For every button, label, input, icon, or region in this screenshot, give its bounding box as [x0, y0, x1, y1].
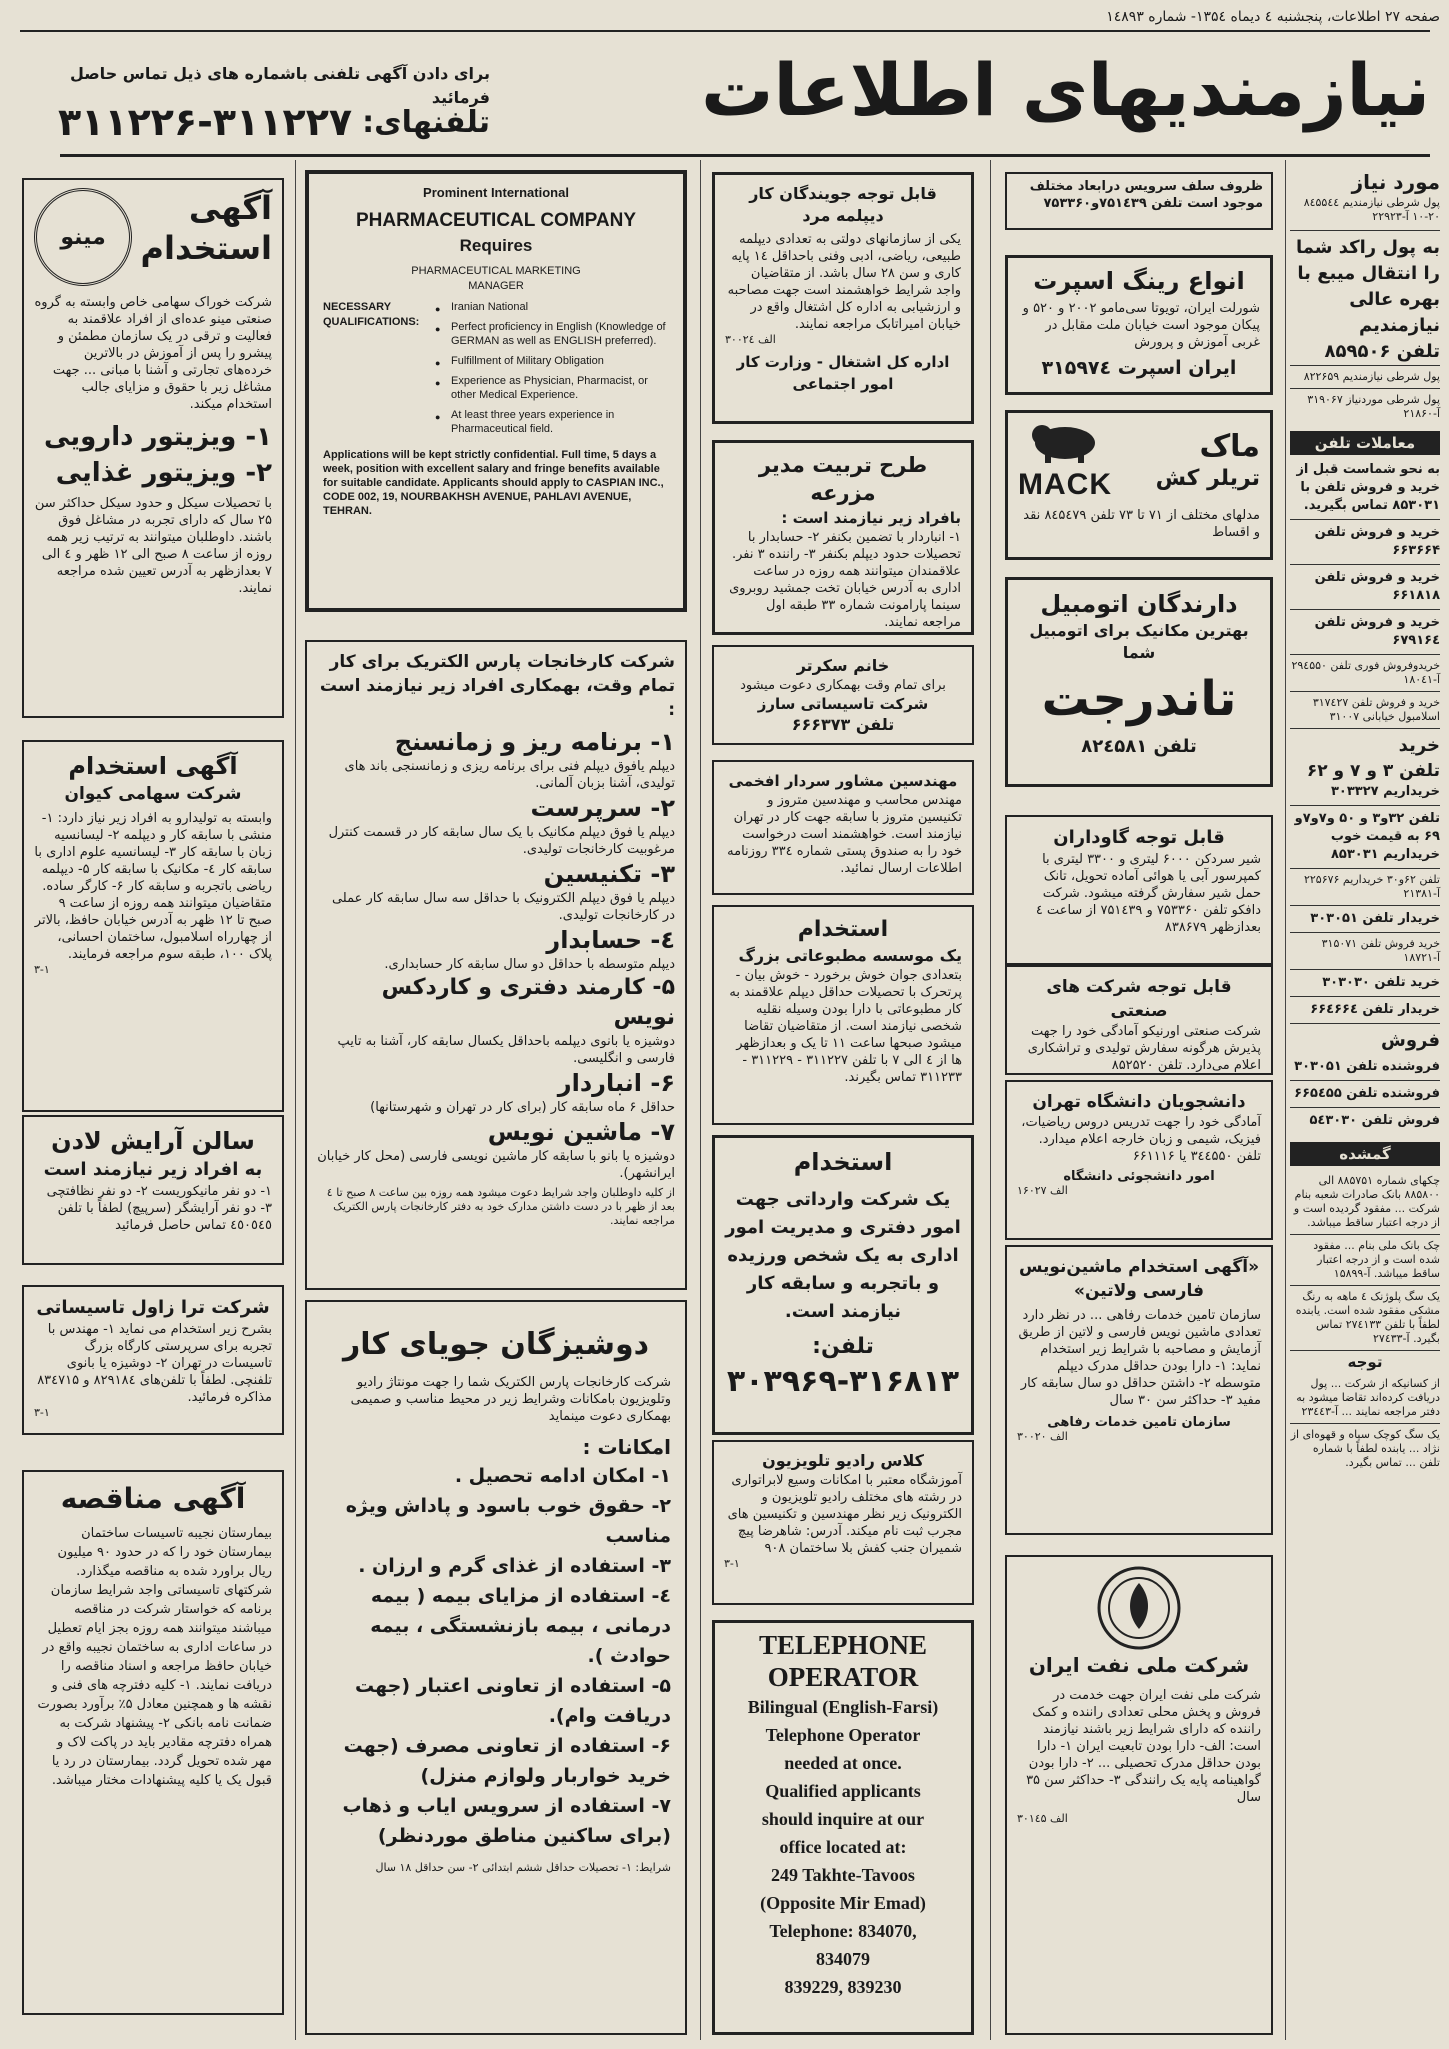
classified-ad: خرید تلفن ۳۰۳۰۳۰ [1290, 970, 1440, 997]
ad-line: (Opposite Mir Emad) [760, 1893, 926, 1913]
ad-company: Prominent International [423, 185, 569, 200]
ad-line: 834079 [816, 1949, 870, 1969]
classified-ad: فروشنده تلفن ۳۰۳۰۵۱ [1290, 1054, 1440, 1081]
ad-telephone-operator [712, 1620, 974, 2035]
ad-text: ظروف سلف سرویس درابعاد مختلف موجود است تلفن ۷۵۱٤۳۹و۷۵۳۳۶۰ [1029, 179, 1263, 211]
classified-ad: تلفن ۶۲و۳۰ خریداریم ۲۲۵۶۷۶ آ-۲۱۳۸۱ [1290, 869, 1440, 906]
phones-number: ۳۱۱۲۲۶-۳۱۱۲۲۷ [57, 100, 353, 144]
ad-title: OPERATOR [767, 1662, 919, 1692]
classified-ad: خریدار تلفن ۶۶٤۶۶٤ [1290, 997, 1440, 1024]
job-title: ۵- کارمند دفتری و کاردکس نویس [381, 975, 675, 1030]
ad-body: شورلت ایران، تویوتا سی‌مامو ۲۰۰۲ و ۵۲۰ و پیکان موجود است خیابان ملت مقابل در غربی آموزش و پرورش [1022, 301, 1260, 350]
ad-body: وابسته به تولیدارو به افراد زیر نیاز دارد: ۱- منشی با سابقه کار و دیپلمه ۲- لیسانسیه زبان با سابقه کار ۳- لیسانسیه علوم اداری با سابقه کار ٤- مکانیک با سابقه کار ۵- دیپلمه ریاضی باتجربه و سابقه کار ۶- کارگر ساده. متقاضیان میتوانند همه روزه از ساعت ۹ صبح تا ۱۲ ظهر به آدرس خیابان حافظ، بالاتر از چهارراه اسلامبول، ساختمان احسانی، پلاک ۱۰۰، طبقه سوم مراجعه فرمایند. [34, 811, 272, 962]
classified-ad: چکهای شماره ۸۸۵۷۵۱ الی ۸۸۵۸۰۰ بانک صادرات شعبه بنام شرکت ... مفقود گردیده است و از درجه اعتبار ساقط میباشد. [1290, 1174, 1440, 1235]
classified-ad: خرید فروش تلفن ۳۱۵۰۷۱ آ-۱۸۷۲۱ [1290, 933, 1440, 970]
classified-ad: پول شرطی موردنیاز ۳۱۹۰۶۷ آ-۲۱۸۶۰ [1290, 388, 1440, 425]
ad-body: آموزشگاه معتبر با امکانات وسیع لابراتواری در رشته های مختلف رادیو تلویزیون و الکترونیک زیر نظر مهندسین و تکنیسین های مجرب ثبت نام میکند. آدرس: شاهرضا پیچ شمیران جنب کفش بلا ساختمان ۹۰۸ [727, 1473, 962, 1556]
ad-body: مهندس محاسب و مهندسین متروز و تکنیسین متروز با سابقه جهت کار در تهران نیازمند است. خواهشمند است درخواست خود را به صندوق پستی شماره ۳۳٤ روزنامه اطلاعات ارسال نمائید. [727, 793, 962, 876]
ad-title: دارندگان اتومبیل [1040, 590, 1238, 618]
classified-ad: یک سگ کوچک سیاه و قهوه‌ای از نژاد ... یابنده لطفاً با شماره تلفن ... تماس بگیرد. [1290, 1428, 1440, 1469]
ad-subtitle: شرکت سهامی کیوان [64, 784, 242, 804]
ad-pars-electric [305, 640, 687, 1290]
ad-footer: شرایط: ۱- تحصیلات حداقل ششم ابتدائی ۲- سن حداقل ۱۸ سال [375, 1861, 671, 1874]
job-desc: دیپلم متوسطه با حداقل دو سال سابقه کار حسابداری. [384, 957, 675, 972]
benefit-item: ۳- استفاده از غذای گرم و ارزان . [358, 1555, 671, 1577]
ad-tv-class [712, 1440, 974, 1605]
ad-line: Telephone: 834070, [769, 1921, 917, 1941]
ad-line: Bilingual (English-Farsi) [747, 1697, 939, 1717]
classified-ad: تلفن ۳ و ۷ و ۶۲ [1306, 761, 1440, 781]
ad-line: Telephone Operator [765, 1725, 921, 1745]
ad-ring [1005, 255, 1273, 395]
classified-ad: یک سگ پلوژنک ٤ ماهه به رنگ مشکی مفقود شده است. یابنده لطفاً با تلفن ۲۷٤۱۳۳ تماس بگیرد. آ-۲۷٤۳۳ [1290, 1286, 1440, 1351]
job-title: ۷- ماشین نویس [487, 1118, 675, 1146]
ad-body: مدلهای مختلف از ۷۱ تا ۷۳ تلفن ۸٤۵٤۷۹ نقد و اقساط [1023, 508, 1260, 540]
ad-necessary: NECESSARY [323, 301, 392, 313]
classified-ad-phone: تلفن ۸۵۹۵۰۶ [1324, 341, 1440, 362]
ad-code: الف ۳۰۰۲۰ [1017, 1430, 1068, 1443]
ad-body: بیمارستان نجیبه تاسیسات ساختمان بیمارستان خود را که در حدود ۹۰ میلیون ریال براورد شده به مناقصه میگذارد. شرکتهای تاسیساتی واجد شرایط سازمان برنامه که خواستار شرکت در مناقصه میباشند میتوانند همه روزه بجز ایام تعطیل در ساعات اداری به ساختمان نجیبه واقع در خیابان حافظ مراجعه و اسناد مناقصه را دریافت نمایند. ۱- کلیه دفترچه های فنی و نقشه ها و همچنین معادل ۵٪ برآورد بصورت ضمانت نامه بانکی ۲- پیشنهاد شرکت به همراه دفترچه مقادیر باید در پاکت لاک و مهر شده تحویل گردد. بیمارستان در رد یا قبول یک یا کلیه پیشنهادات مختار میباشد. [37, 1526, 272, 1788]
ad-footer: سازمان تامین خدمات رفاهی [1047, 1415, 1231, 1430]
ad-title: قابل توجه شرکت های صنعتی [1046, 977, 1232, 1021]
ad-tanderjet [1005, 577, 1273, 787]
mino-seal-icon [34, 188, 132, 286]
benefit-item: ۶- استفاده از تعاونی مصرف (جهت خرید خواربار ولوازم منزل) [343, 1735, 671, 1787]
job-title: ٤- حسابدار [546, 926, 675, 954]
job-desc: دیپلم یا فوق دیپلم مکانیک با یک سال سابقه کار در قسمت کنترل مرغوبیت کارخانجات تولیدی. [328, 825, 675, 857]
ad-daneshjoo [1005, 1080, 1273, 1240]
ad-qualifications: QUALIFICATIONS: [323, 316, 420, 328]
ad-dooshizegan [305, 1300, 687, 2035]
ad-mohandesin [712, 760, 974, 895]
job-title: ۲- سرپرست [530, 794, 675, 822]
qualification-item: ● Experience as Physician, Pharmacist, or other Medical Experience. [433, 374, 669, 402]
ad-body: شیر سردکن ۶۰۰۰ لیتری و ۳۳۰۰ لیتری با کمپرسور آبی یا هوائی آماده تحویل، تانک حمل شیر سفارش گرفته میشود. شرکت دافکو تلفن ۷۵۳۳۶۰ و ۷۵۱٤۳۹ از ساعت ٤ بعدازظهر ۸۳۸۶۷۹ [1035, 852, 1261, 935]
ad-title: استخدام [140, 229, 272, 267]
ad-line: Qualified applicants [765, 1781, 921, 1801]
classified-ad: خرید و فروش تلفن ۶۶۳۶۶۴ [1290, 520, 1440, 565]
ad-subtitle: به افراد زیر نیازمند است [43, 1159, 263, 1180]
bulldog-icon [1020, 421, 1110, 465]
job-desc: دوشیزه یا بانوی دیپلمه باحداقل یکسال سابقه کار، آشنا به تایپ فارسی و انگلیسی. [337, 1034, 675, 1066]
classified-ad: خرید و فروش تلفن ۶۶۱۸۱۸ [1290, 565, 1440, 610]
classified-ad: خریدار تلفن ۳۰۳۰۵۱ [1290, 906, 1440, 933]
ad-vardati [712, 1135, 974, 1435]
ad-line: office located at: [779, 1837, 907, 1857]
ad-mack [1005, 410, 1273, 560]
section-title-mored-niaz: مورد نیاز [1351, 170, 1440, 194]
ad-mashin-nevis [1005, 1245, 1273, 1535]
ad-title: «آگهی استخدام ماشین‌نویس فارسی ولاتین» [1018, 1257, 1260, 1301]
ad-body: بشرح زیر استخدام می نماید ۱- مهندس با تجربه برای سرپرستی کارگاه بزرگ تاسیسات در تهران ۲- دوشیزه یا بانوی تلفنچی. لطفاً با تلفن‌های ۸۲۹۱۸٤ و ۸۳٤۷۱۵ مذاکره فرمائید. [37, 1322, 272, 1405]
classified-ad: به پول راکد شما را انتقال میبع با بهره عالی نیازمندیم [1295, 237, 1440, 336]
ad-code: الف ۳۰۰۲٤ [725, 333, 776, 346]
classified-ad: خریدوفروش فوری تلفن ۲۹٤۵۵۰ آ-۱۸۰٤۱ [1290, 655, 1440, 692]
ad-title: دوشیزگان جویای کار [342, 1327, 650, 1362]
classified-ad: فروش تلفن ۵٤۳۰۳۰ [1309, 1113, 1440, 1128]
ad-phone: تلفن ۸۲٤۵۸۱ [1081, 736, 1197, 757]
col1 [1290, 168, 1440, 2038]
seal-text: مینو [60, 224, 106, 250]
ad-body: آمادگی خود را جهت تدریس دروس ریاضیات، فیزیک، شیمی و زبان خارجه اعلام میدارد. تلفن ۳٤٤۵۵۰ یا ۶۶۱۱۱۶ [1021, 1115, 1261, 1164]
ad-company: شرکت تاسیساتی سارز [757, 695, 929, 713]
ad-body: بتعدادی جوان خوش برخورد - خوش بیان - پرتحرک با تحصیلات حداقل دیپلم علاقمند به کار مطبوعاتی با دارا بودن وسیله نقلیه شخصی نیازمند است. از متقاضیان تقاضا میشود صبحها ساعت ۱۱ تا یک و بعدازظهر ها از ٤ الی ۷ با تلفن ۳۱۱۲۲۷ - ۳۱۱۲۲۹ - ۳۱۱۲۳۳ تماس بگیرند. [729, 968, 962, 1085]
page-info: صفحه ۲۷ اطلاعات، پنجشنبه ٤ دیماه ۱۳۵٤- شماره ۱٤۸۹۳ [1106, 9, 1440, 25]
job-desc: دیپلم یافوق دیپلم فنی برای برنامه ریزی و زمانسنجی باند های تولیدی، آشنا بزبان آلمانی. [344, 759, 675, 791]
ad-phone: ۳۰۳۹۶۹-۳۱۶۸۱۳ [726, 1364, 960, 1399]
ad-title: TELEPHONE [758, 1630, 928, 1660]
ad-body: با تحصیلات سیکل و حدود سیکل حداکثر سن ۲۵ سال که دارای تجربه در مشاغل فوق باشند. داوطلبان میتوانند به ترتیب زیر همه روزه از ساعت ۸ صبح الی ۱۲ ظهر و ٤ الی ۷ بعدازظهر به آدرس تعیین شده مراجعه نمایند. [34, 496, 272, 596]
ad-intro: شرکت کارخانجات پارس الکتریک برای کار تمام وقت، بهمکاری افراد زیر نیازمند است : [319, 652, 675, 720]
benefit-item: ۲- حقوق خوب باسود و پاداش ویژه مناسب [345, 1495, 671, 1547]
benefit-item: ۱- امکان ادامه تحصیل . [454, 1465, 671, 1487]
ad-mino [22, 178, 284, 718]
qualification-item: ● At least three years experience in Pharmaceutical field. [433, 408, 669, 436]
classified-ad: به نحو شماست قبل از خرید و فروش تلفن با ۸۵۳۰۳۱ تماس بگیرید. [1290, 461, 1440, 520]
section-title-foroush: فروش [1380, 1030, 1440, 1051]
ad-keyvan [22, 740, 284, 1112]
classified-ad: خریداریم ۳۰۳۳۲۷ [1290, 783, 1440, 806]
ad-zavol [22, 1285, 284, 1435]
ad-body: شرکت ملی نفت ایران جهت خدمت در فروش و پخش محلی تعدادی راننده و کمک راننده که دارای شرایط زیر باشند نیازمند است: الف- دارا بودن تابعیت ایران ۱- دارا بودن حداقل مدرک تحصیلی ... ۲- دارا بودن گواهینامه پایه یک رانندگی ۳- حداکثر سن ۳۵ سال [1026, 1688, 1261, 1805]
ad-phone: تلفن ۶۶۶۳۷۳ [791, 715, 895, 734]
ad-body: ۱- دو نفر مانیکوریست ۲- دو نفر نظافتچی ۳- دو نفر آرایشگر (سرپیچ) لطفاً با تلفن ٤٥٠٥٤٥ تماس حاصل فرمائید [46, 1184, 272, 1233]
phones-label: تلفنهای: [362, 104, 490, 140]
benefit-item: ٤- استفاده از مزایای بیمه ( بیمه درمانی ، بیمه بازنشستگی ، بیمه حوادث ). [370, 1585, 671, 1667]
job-desc: دیپلم یا فوق دیپلم الکترونیک با حداقل سه سال سابقه کار عملی در کارخانجات تولیدی. [331, 891, 675, 923]
job-title: ۳- تکنیسین [543, 860, 675, 888]
ad-subtitle: یک موسسه مطبوعاتی بزرگ [738, 946, 962, 965]
ad-title: خانم سکرتر [796, 656, 890, 675]
ad-subtitle: تریلر کش [1155, 466, 1260, 491]
ad-job-seekers [712, 172, 974, 424]
ad-line: 249 Takhte-Tavoos [771, 1865, 915, 1885]
ad-salon-laden [22, 1115, 284, 1265]
ad-intro: شرکت کارخانجات پارس الکتریک شما را جهت مونتاژ رادیو وتلویزیون بامکانات وشرایط زیر در محیط مناسب و صمیمی بهمکاری دعوت مینماید [350, 1375, 671, 1424]
ad-title: ماک [1199, 429, 1260, 464]
ad-code: ۳-۱ [724, 1557, 740, 1570]
classified-ad: تلفن ۳۲و۳ و ۵۰ و۷و۷و ۶۹ به قیمت خوب خریداریم ۸۵۳۰۳۱ [1290, 806, 1440, 869]
ad-footer: امور دانشجوئی دانشگاه [1063, 1169, 1215, 1184]
ad-title: مهندسین مشاور سردار افخمی [728, 772, 958, 790]
ad-monaghese [22, 1470, 284, 2015]
ad-title: استخدام [797, 917, 889, 942]
classified-ad: پول شرطی نیازمندیم ۸٤۵۵٤٤ ۲۰-۱۰ آ-۲۲۹۲۳ [1303, 196, 1440, 223]
ad-footer: Applications will be kept strictly confidential. Full time, 5 days a week, position with excellent salary and fringe benefits available for suitable candidate. Applicants should apply to CASPIAN INC., CODE 002, 19, NOURBAKHSH AVENUE, PAHLAVI AVENUE, TEHRAN. [323, 449, 664, 517]
ad-line: should inquire at our [761, 1809, 925, 1829]
ad-zoruf [1005, 172, 1273, 230]
section-title-tavajoh: توجه [1347, 1353, 1383, 1371]
ad-intro: شرکت خوراک سهامی خاص وابسته به گروه صنعتی مینو عده‌ای از افراد علاقمند به فعالیت و ترقی در یک سازمان مطمئن و پیشرو را پس از آموزش در بالاترین خرده‌های تجارتی و آشنا با مبانی ... جهت مشاغل زیر با حقوق و مزایای جالب استخدام میکند. [34, 295, 272, 412]
mack-logo: MACK [1018, 468, 1112, 501]
classified-ad: پول شرطی نیازمندیم ۸۲۲۶۵۹ [1290, 365, 1440, 388]
ad-phone: ایران اسپرت ۳۱۵۹۷٤ [1041, 357, 1237, 379]
ad-requires: Requires [459, 236, 533, 255]
ad-title: آگهی استخدام [68, 752, 238, 780]
ad-body: یک شرکت وارداتی جهت امور دفتری و مدیریت امور اداری به یک شخص ورزیده و باتجربه و سابقه کار نیازمند است. [725, 1189, 961, 1322]
ad-code: الف ۱۶۰۲۷ [1017, 1184, 1068, 1197]
ad-footer: از کلیه داوطلبان واجد شرایط دعوت میشود همه روزه بین ساعت ۸ صبح تا ٤ بعد از ظهر با در دست داشتن مدارک خود به دفتر کارخانجات پارس الکتریک مراجعه نمایند. [326, 1186, 675, 1227]
qualification-item: ● Iranian National [433, 300, 669, 314]
ad-code: ۳-۱ [34, 963, 50, 976]
qualification-item: ● Fulfillment of Military Obligation [433, 354, 669, 368]
classified-ad: چک بانک ملی بنام ... مفقود شده است و از درجه اعتبار ساقط میباشد. آ-۱۵۸۹۹ [1290, 1235, 1440, 1286]
ad-logo-text: شرکت ملی نفت ایران [1028, 1653, 1250, 1677]
ad-phone-label: تلفن: [812, 1334, 874, 1359]
classified-ad: فروشنده تلفن ۶۶۵٤۵۵ [1290, 1081, 1440, 1108]
classified-ad: از کسانیکه از شرکت ... پول دریافت کرده‌اند تقاضا میشود به دفتر مراجعه نمایند ... آ-۲۳٤٤۳ [1290, 1373, 1440, 1424]
ad-title: استخدام [793, 1148, 893, 1176]
ad-title: سالن آرایش لادن [51, 1127, 255, 1155]
ad-sekretar [712, 645, 974, 745]
benefit-item: ۷- استفاده از سرویس ایاب و ذهاب (برای ساکنین مناطق موردنظر) [342, 1795, 671, 1847]
section-title-moamelat: معاملات تلفن [1290, 431, 1440, 455]
ad-code: ۳-۱ [34, 1406, 50, 1419]
benefit-item: ۵- استفاده از تعاونی اعتبار (جهت دریافت وام). [354, 1675, 671, 1727]
ad-body: ۱- انباردار با تضمین بکنفر ۲- حسابدار با تحصیلات حدود دیپلم بکنفر ۳- راننده ۳ نفر. علاقمندان میتوانند همه روزه در ساعت اداری به آدرس خیابان تخت جمشید روبروی سینما پارامونت شماره ۳۳ طبقه اول مراجعه نمایند. [729, 530, 961, 630]
nioc-logo-icon [1096, 1565, 1182, 1651]
ad-emkanat: امکانات : [582, 1435, 671, 1459]
ad-line: needed at once. [784, 1753, 902, 1773]
ad-title: قابل توجه گاوداران [1053, 827, 1225, 848]
job-title: ۱- ویزیتور دارویی [44, 422, 272, 452]
classified-ad: خرید و فروش تلفن ۳۱۷٤۲۷ اسلامبول خیابانی ۳۱۰۰۷ [1290, 692, 1440, 729]
ad-footer: اداره کل اشتغال - وزارت کار امور اجتماعی [736, 353, 950, 393]
ad-body: سازمان تامین خدمات رفاهی ... در نظر دارد تعدادی ماشین نویس فارسی و لاتین از طریق آزمایش و مصاحبه با شرایط زیر استخدام نماید: ۱- دارا بودن حداقل مدرک دیپلم متوسطه ۲- داشتن حداقل دو سال سابقه کار مفید ۳- حداکثر سن ۳۰ سال [1018, 1308, 1261, 1408]
job-title: ۱- برنامه ریز و زمانسنج [394, 728, 675, 756]
section-title-gomshodeh: گمشده [1290, 1142, 1440, 1166]
ad-matbuati [712, 905, 974, 1125]
ad-body: برای تمام وقت بهمکاری دعوت میشود [740, 678, 946, 693]
ad-sanati [1005, 965, 1273, 1075]
ad-title: کلاس رادیو تلویزیون [762, 1451, 924, 1470]
job-desc: حداقل ۶ ماه سابقه کار (برای کار در تهران و شهرستانها) [370, 1100, 675, 1115]
job-title: ۲- ویزیتور غذایی [55, 458, 272, 488]
masthead: نیازمندیهای اطلاعات [701, 48, 1430, 132]
ad-pharmaceutical [305, 170, 687, 612]
ad-title: قابل توجه جویندگان کار دیپلمه مرد [749, 184, 937, 225]
ad-brand: تاندرجت [1041, 671, 1237, 727]
ad-body: شرکت صنعتی اورنیکو آمادگی خود را جهت پذیرش هرگونه سفارش تولیدی و تراشکاری اعلام می‌دارد. تلفن ۸۵۲۵۲۰ [1027, 1024, 1261, 1073]
ad-title: طرح تربیت مدیر مزرعه [758, 453, 928, 505]
ad-title: شرکت ترا زاول تاسیساتی [36, 1297, 270, 1318]
ad-subtitle: بهترین مکانیک برای اتومبیل شما [1029, 621, 1249, 662]
job-desc: دوشیزه یا بانو با سابقه کار ماشین نویسی فارسی (محل کار خیابان ایرانشهر). [317, 1149, 675, 1181]
ad-title: انواع رینگ اسپرت [1033, 267, 1245, 295]
qualification-item: ● Perfect proficiency in English (Knowledge of GERMAN as well as ENGLISH preferred). [433, 320, 669, 348]
ad-naft [1005, 1555, 1273, 2035]
ad-farm [712, 440, 974, 635]
ad-title: PHARMACEUTICAL COMPANY [355, 210, 637, 231]
ad-body: یکی از سازمانهای دولتی به تعدادی دیپلمه طبیعی، ریاضی، ادبی وفنی باحداقل ۱٤ پایه کاری و سن ۲۸ سال باشد. از متقاضیان واجد شرایط خواهشمند است جهت مصاحبه و ارزشیابی به اداره کل اشتغال واقع در خیابان امیراتابک مراجعه نمایند. [727, 232, 961, 332]
section-title-kharid: خرید [1398, 735, 1440, 756]
ad-line: 839229, 839230 [784, 1977, 902, 1997]
ad-gavdaran [1005, 815, 1273, 965]
job-title: ۶- انباردار [557, 1069, 675, 1097]
classified-ad: خرید و فروش تلفن ۶۷۹۱۶٤ [1290, 610, 1440, 655]
ad-subtitle: بافراد زیر نیازمند است : [781, 509, 961, 527]
ad-title: دانشجویان دانشگاه تهران [1032, 1092, 1246, 1112]
phone-notice: برای دادن آگهی تلفنی باشماره های ذیل تماس حاصل فرمائید [69, 64, 490, 107]
ad-position: PHARMACEUTICAL MARKETING MANAGER [411, 265, 581, 292]
ad-title: آگهی مناقصه [60, 1482, 246, 1515]
ad-title: آگهی [188, 189, 272, 227]
ad-code: الف ۳۰۱٤۵ [1017, 1812, 1068, 1825]
